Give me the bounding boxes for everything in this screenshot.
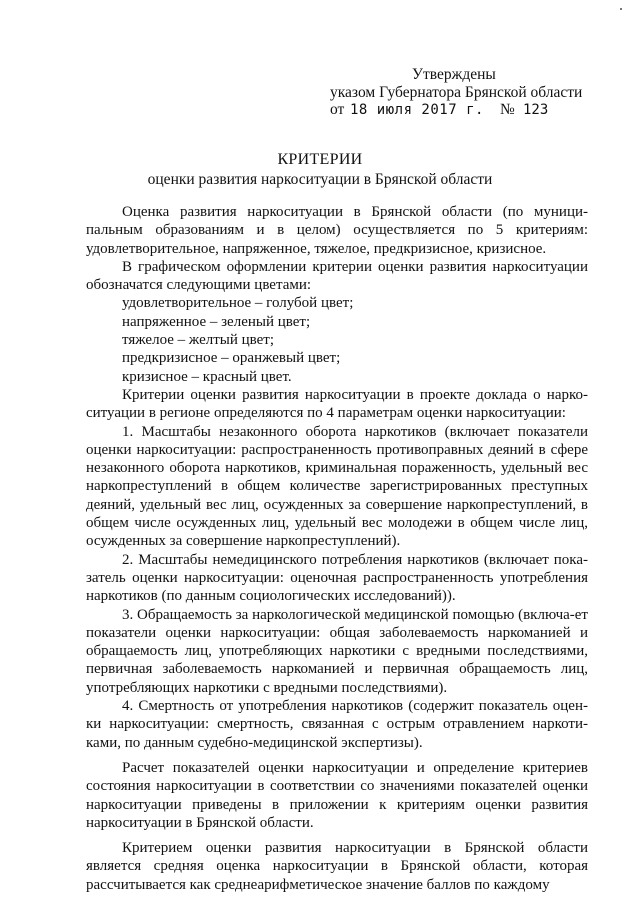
approval-title: Утверждены	[412, 66, 496, 83]
paragraph-parameters-intro: Критерии оценки развития наркоситуации в проекте доклада о нарко-ситуации в регионе определяются по 4 параметрам оценки наркоситуации:	[86, 386, 588, 422]
color-list-item: удовлетворительное – голубой цвет;	[122, 295, 354, 312]
document-title: КРИТЕРИИ	[277, 151, 363, 168]
color-list-item: предкризисное – оранжевый цвет;	[122, 350, 341, 367]
approval-date-prefix: от	[330, 101, 345, 118]
color-list-item: напряженное – зеленый цвет;	[122, 313, 311, 330]
approval-number-prefix: №	[500, 101, 515, 118]
paragraph-colors-intro: В графическом оформлении критерии оценки развития наркоситуации обозначатся следующими цветами:	[86, 258, 588, 294]
document-subtitle: оценки развития наркоситуации в Брянской области	[147, 171, 493, 188]
parameter-item: 4. Смертность от употребления наркотиков (содержит показатель оцен-ки наркоситуации: смертность, связанная с острым отравлением наркоти-ками, по данным судебно-медицинской экспертизы).	[86, 698, 588, 751]
approval-date: 18 июля 2017 г.	[350, 102, 484, 118]
approval-number: 123	[523, 102, 549, 118]
paragraph-final-criterion: Критерием оценки развития наркоситуации в Брянской области является средняя оценка наркоситуации в Брянской области, которая рассчитывается как среднеарифметическое значение баллов по каждому	[86, 840, 588, 893]
paragraph-criteria-overview: Оценка развития наркоситуации в Брянской области (по муници-пальным образованиям и в целом) осуществляется по 5 критериям: удовлетворительное, напряженное, тяжелое, предкризисное, кризисное.	[86, 204, 588, 257]
parameter-item: 1. Масштабы незаконного оборота наркотиков (включает показатели оценки наркоситуации: распространенность противоправных деяний в сфере незаконного оборота наркотиков, криминальная пораженность, удельный вес наркопреступлений в общем количестве зарегистрированных преступных деяний, удельный вес лиц, осужденных за совершение наркопреступлений, в общем числе осужденных лиц, удельный вес молодежи в общем числе лиц, осужденных за совершение наркопреступлений).	[86, 423, 588, 550]
approval-decree-line: указом Губернатора Брянской области	[330, 84, 583, 101]
parameter-item: 3. Обращаемость за наркологической медицинской помощью (включа-ет показатели оценки наркоситуации: общая заболеваемость наркоманией и обращаемость лиц, употребляющих наркотики с вредными последствиями, первичная заболеваемость наркоманией и первичная обращаемость лиц, употребляющих наркотики с вредными последствиями).	[86, 606, 588, 696]
parameter-item: 2. Масштабы немедицинского потребления наркотиков (включает пока-затель оценки наркоситуации: оценочная распространенность употребления наркотиков (по данным социологических исследований)).	[86, 551, 588, 605]
color-list-item: тяжелое – желтый цвет;	[122, 332, 275, 349]
scan-speck	[620, 8, 622, 10]
color-list-item: кризисное – красный цвет.	[122, 368, 292, 385]
paragraph-calculation: Расчет показателей оценки наркоситуации и определение критериев состояния наркоситуации в соответствии со значениями показателей оценки наркоситуации приведены в приложении к критериям оценки развития наркоситуации в Брянской области.	[86, 759, 588, 831]
document-body	[86, 203, 588, 894]
